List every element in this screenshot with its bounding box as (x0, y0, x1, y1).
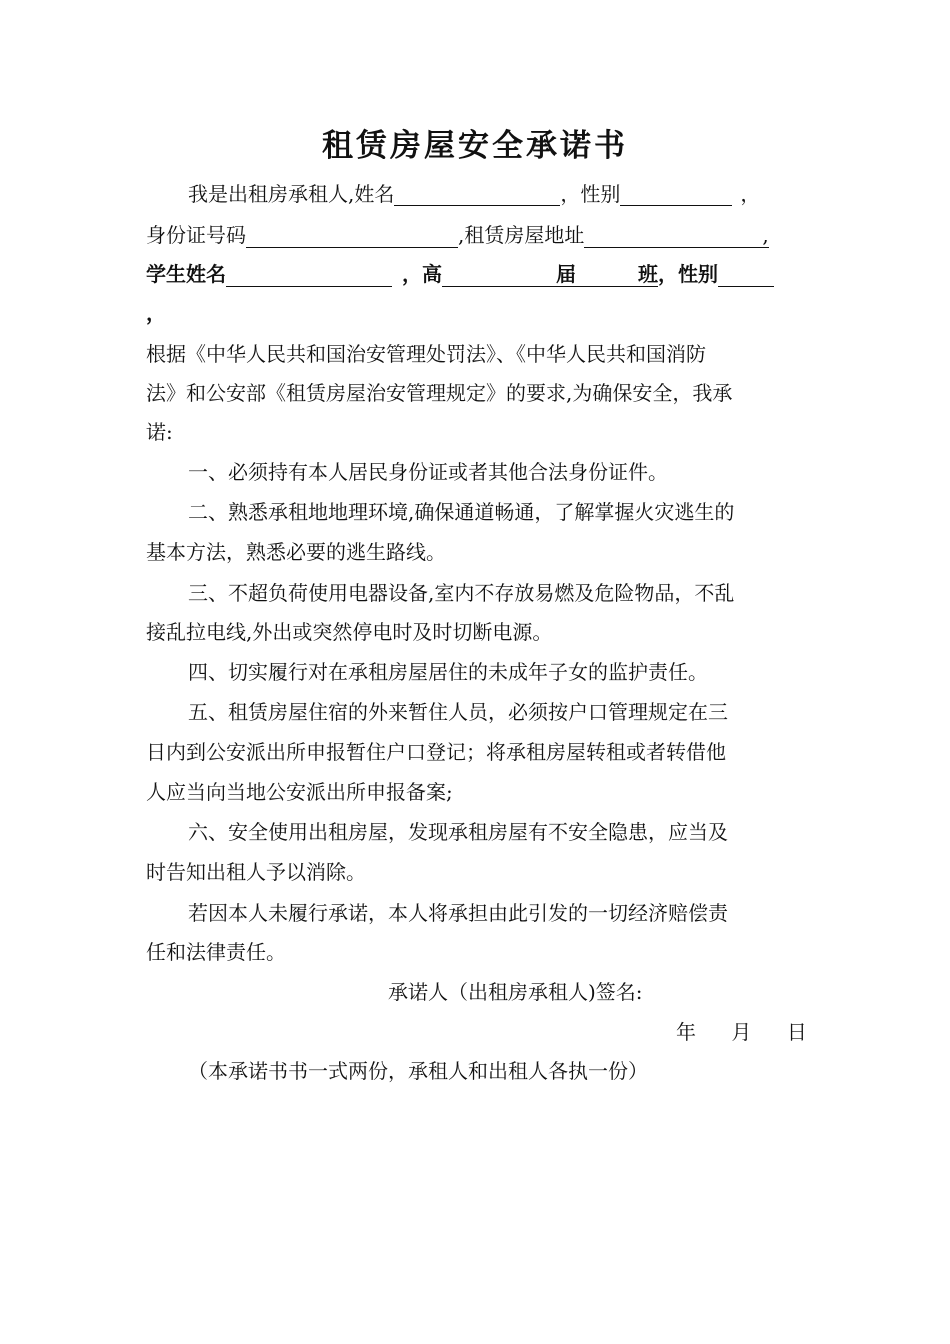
closing-line-2: 任和法律责任。 (146, 940, 286, 964)
item-2-line-1: 二、熟悉承租地地理环境,确保通道畅通，了解掌握火灾逃生的 (188, 500, 735, 524)
copies-note: （本承诺书书一式两份，承租人和出租人各执一份） (188, 1059, 648, 1083)
intro-text-3b: ，高 (402, 262, 442, 286)
item-5-line-1: 五、租赁房屋住宿的外来暂住人员，必须按户口管理规定在三 (188, 700, 728, 724)
intro-text-1a: 我是出租房承租人,姓名 (188, 182, 395, 206)
intro-text-3c: 届 (556, 262, 576, 286)
intro-text-2c: , (762, 223, 769, 247)
basis-line-3: 诺: (146, 420, 173, 444)
gender-blank[interactable] (620, 179, 732, 206)
basis-line-2: 法》和公安部《租赁房屋治安管理规定》的要求,为确保安全，我承 (146, 381, 733, 405)
address-blank[interactable] (584, 221, 762, 248)
intro-text-2a: 身份证号码 (146, 223, 246, 247)
item-6-line-1: 六、安全使用出租房屋，发现承租房屋有不安全隐患，应当及 (188, 820, 728, 844)
intro-text-2b: ,租赁房屋地址 (458, 223, 585, 247)
intro-line-3 (146, 254, 806, 295)
date-label: 年 月 日 (676, 1020, 809, 1044)
item-2-line-2: 基本方法，熟悉必要的逃生路线。 (146, 540, 446, 564)
closing-line-1: 若因本人未履行承诺，本人将承担由此引发的一切经济赔偿责 (188, 901, 728, 925)
item-4-line-1: 四、切实履行对在承租房屋居住的未成年子女的监护责任。 (188, 660, 708, 684)
student-gender-blank[interactable] (718, 260, 774, 287)
document-title: 租赁房屋安全承诺书 (322, 128, 628, 164)
item-5-line-3: 人应当向当地公安派出所申报备案; (146, 780, 453, 804)
grade-blank[interactable] (442, 260, 556, 287)
intro-text-3e: ，性别 (658, 262, 718, 286)
item-6-line-2: 时告知出租人予以消除。 (146, 860, 366, 884)
name-blank[interactable] (394, 179, 560, 206)
signature-label: 承诺人（出租房承租人)签名: (388, 980, 643, 1004)
item-5-line-2: 日内到公安派出所申报暂住户口登记；将承租房屋转租或者转借他 (146, 740, 726, 764)
item-1-line-1: 一、必须持有本人居民身份证或者其他合法身份证件。 (188, 460, 668, 484)
item-3-line-1: 三、不超负荷使用电器设备,室内不存放易燃及危险物品，不乱 (188, 581, 735, 605)
intro-text-1b: ，性别 (560, 182, 621, 206)
class-blank[interactable] (576, 260, 638, 287)
intro-text-3a: 学生姓名 (146, 262, 226, 286)
intro-text-3d: 班 (638, 262, 658, 286)
id-number-blank[interactable] (246, 221, 458, 248)
student-name-blank[interactable] (226, 260, 392, 287)
intro-line-2 (146, 215, 806, 256)
item-3-line-2: 接乱拉电线,外出或突然停电时及时切断电源。 (146, 620, 553, 644)
intro-line-1 (188, 174, 806, 214)
intro-line-4: ， (146, 301, 166, 325)
basis-line-1: 根据《中华人民共和国治安管理处罚法》、《中华人民共和国消防 (146, 342, 706, 366)
intro-text-1c: ， (740, 182, 761, 206)
